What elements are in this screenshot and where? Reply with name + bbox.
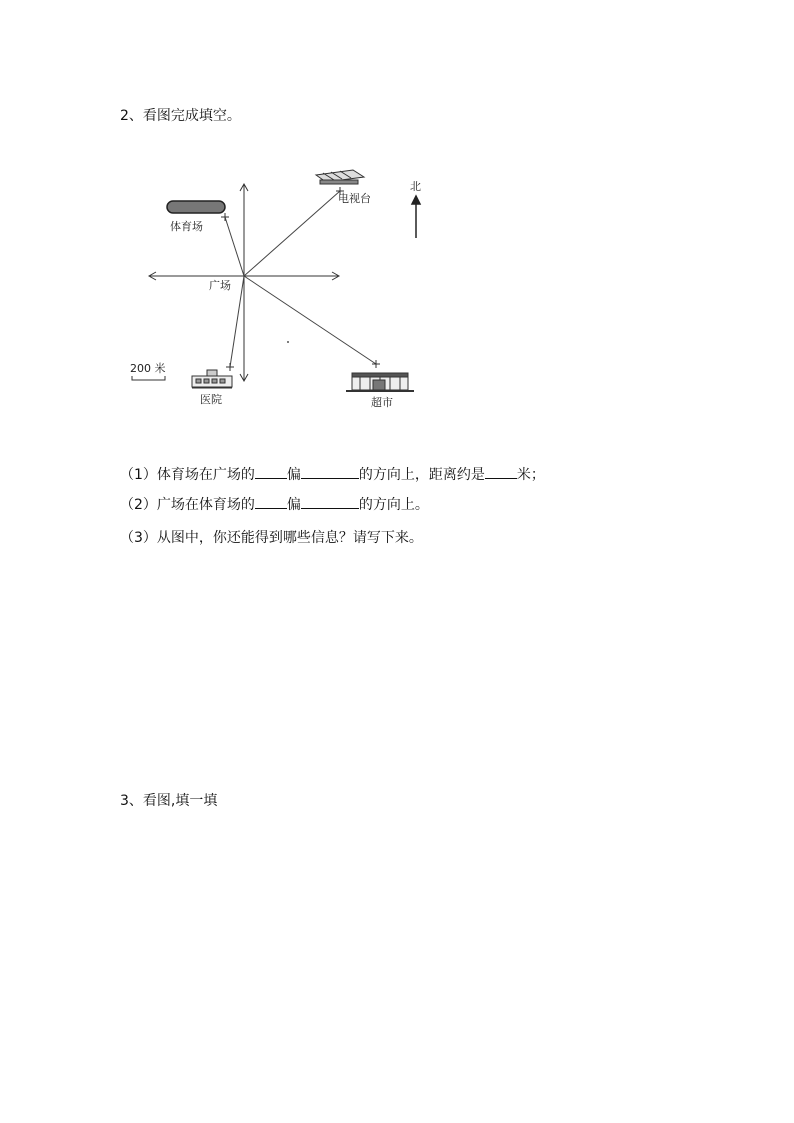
sub-question-2 bbox=[120, 494, 429, 514]
sub-question-2-mid1: 偏 bbox=[286, 497, 301, 513]
north-arrow-icon bbox=[412, 196, 420, 238]
sub-question-1-mid1: 偏 bbox=[286, 467, 301, 483]
stadium-label: 体育场 bbox=[170, 220, 203, 233]
scale-bar bbox=[132, 376, 165, 380]
sub-question-3: （3）从图中，你还能得到哪些信息？请写下来。 bbox=[120, 530, 423, 546]
answer-blank-2b[interactable] bbox=[301, 496, 359, 509]
ray-tv-station bbox=[244, 191, 340, 276]
sub-question-1 bbox=[120, 464, 545, 484]
supermarket-label: 超市 bbox=[371, 396, 393, 409]
question-3-title: 3、看图,填一填 bbox=[120, 793, 218, 809]
answer-blank-2a[interactable] bbox=[255, 496, 287, 509]
answer-blank-1a[interactable] bbox=[255, 466, 287, 479]
direction-map bbox=[120, 160, 440, 410]
question-2-title: 2、看图完成填空。 bbox=[120, 108, 241, 124]
tv-station-icon bbox=[316, 170, 364, 184]
supermarket-icon bbox=[346, 373, 414, 391]
scale-label: 200 米 bbox=[130, 362, 166, 375]
ray-supermarket bbox=[244, 276, 376, 364]
sub-question-1-mid2: 的方向上，距离约是 bbox=[358, 467, 485, 483]
ray-stadium bbox=[225, 217, 244, 276]
square-label: 广场 bbox=[209, 279, 231, 292]
stadium-icon bbox=[167, 201, 225, 213]
sub-question-2-prefix: （2）广场在体育场的 bbox=[120, 497, 255, 513]
hospital-icon bbox=[192, 370, 232, 388]
direction-rays bbox=[225, 191, 376, 367]
sub-question-2-suffix: 的方向上。 bbox=[358, 497, 429, 513]
sub-question-1-prefix: （1）体育场在广场的 bbox=[120, 467, 255, 483]
north-label: 北 bbox=[410, 180, 421, 193]
hospital-label: 医院 bbox=[200, 393, 222, 406]
sub-question-1-suffix: 米； bbox=[516, 467, 545, 483]
ray-hospital bbox=[230, 276, 244, 367]
answer-blank-1b[interactable] bbox=[301, 466, 359, 479]
answer-blank-1c[interactable] bbox=[485, 466, 517, 479]
tv-station-label: 电视台 bbox=[338, 192, 371, 205]
